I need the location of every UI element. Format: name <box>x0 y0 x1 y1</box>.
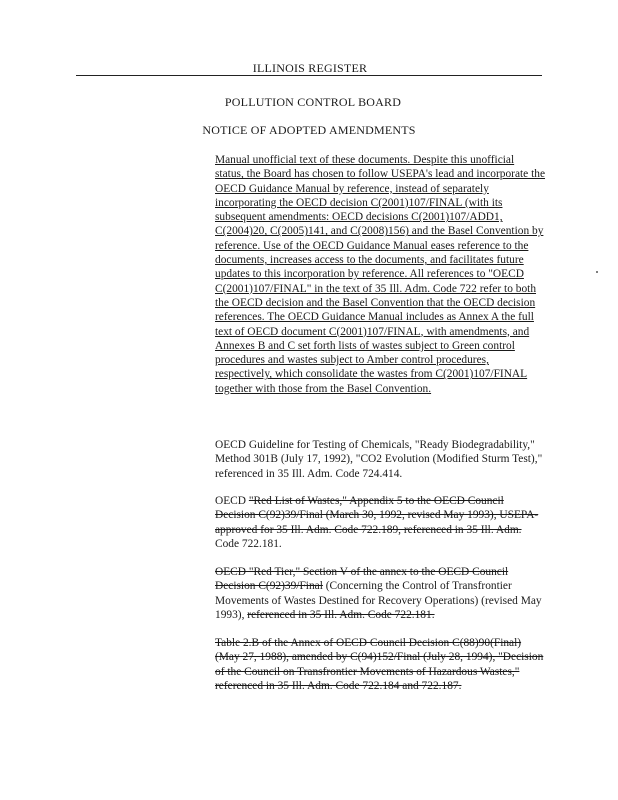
text-segment: OECD Guideline for Testing of Chemicals, "Ready Biodegradability," Method 301B (July 17, 1992), "CO2 Evolution (Modified Sturm Test)," referenced in 35 Ill. Adm. Code 724.414. <box>215 439 543 480</box>
notice-title: NOTICE OF ADOPTED AMENDMENTS <box>202 123 416 137</box>
text-segment: has chosen to follow USEPA's lead and incorporate the OECD Guidance Manual by reference, instead of separately incorporating the OECD decision C(2001)107/FINAL (with its subsequent amendments: OECD decisions C(2001)107/ADD1, C(2004)20, C(2005)141, and C(2008)156) and the Basel Convention by reference. Use of the OECD Guidance Manual eases reference to the documents, increases access to the documents, and facilitates future updates to this incorporation by reference. All references to "OECD C(2001)107/FINAL" in the text of 35 Ill. Adm. Code 722 refer to both the OECD decision and the Basel Convention that the OECD decision references. The OECD Guidance Manual includes as Annex A the full text of OECD document C(2001)107/FINAL, with amendments, and Annexes B and C set forth lists of wastes subject to Green control procedures and wastes subject to Amber control procedures, respectively, which consolidate the wastes from C(2001)107/FINAL together with those from the Basel Convention. <box>215 168 546 395</box>
struck-text-segment: Table 2.B of the Annex of OECD Council Decision C(88)90(Final) (May 27, 1988), amended by C(94)152/Final (July 28, 1994), "Decision of the Council on Transfrontier Movements of Hazardous Wastes," referenced in 35 Ill. Adm. Code 722.184 and 722.187. <box>215 637 544 692</box>
register-title: ILLINOIS REGISTER <box>252 61 368 75</box>
board-title: POLLUTION CONTROL BOARD <box>224 95 402 109</box>
struck-text-segment: "Red List of Wastes," Appendix 5 to the OECD Council Decision C(92)39/Final (March 30, 1992, revised May 1993), USEPA-approved for 35 Ill. Adm. Code 722.189, referenced in 35 Ill. Adm. <box>215 495 539 536</box>
struck-text-segment: referenced in 35 Ill. Adm. Code 722.181. <box>247 608 435 621</box>
text-segment: Manual unofficial text of these documents. Despite this unofficial status, the Board <box>215 154 515 181</box>
text-segment: (Concerning the Control of Transfrontier Movements of Wastes Destined for Recovery Operations) (revised May 1993), <box>215 580 542 621</box>
text-segment: OECD <box>215 495 249 507</box>
struck-text-segment: OECD "Red Tier," Section V of the annex to the OECD Council Decision C(92)39/Final <box>215 566 509 593</box>
paragraph-oecd-guideline-testing <box>215 438 545 481</box>
paragraph-table-2b <box>215 636 545 693</box>
paragraph-oecd-guidance-manual <box>215 153 545 396</box>
scan-artifact-dot <box>596 271 598 273</box>
text-segment: Code 722.181. <box>215 537 282 550</box>
paragraph-oecd-red-list <box>215 494 545 551</box>
paragraph-oecd-red-tier <box>215 565 545 622</box>
